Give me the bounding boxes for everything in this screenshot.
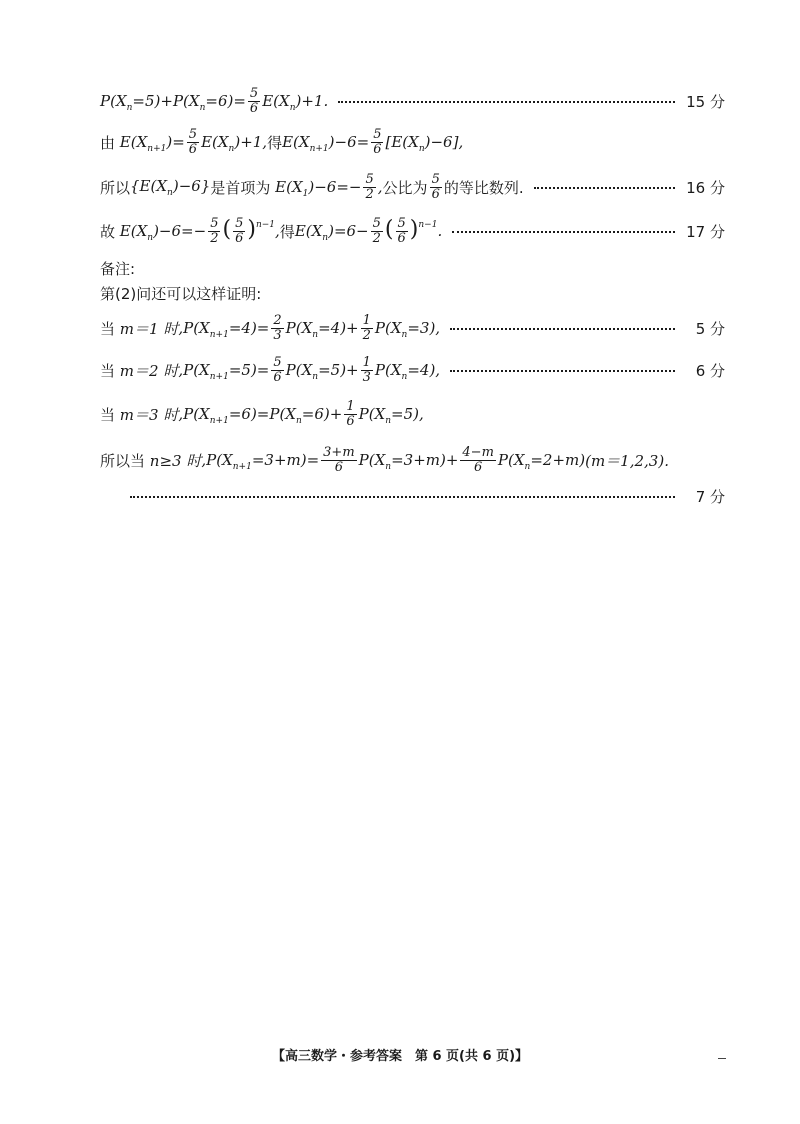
leader-dots [130,496,675,498]
answer-line-2 [100,128,725,158]
text: 得 [279,223,295,242]
formula: $E(X_{n+1})=$ $\frac{5}{6}$ $E(X_n)+1$, [119,127,268,158]
formula: $,P(X_{n+1}=5)=$ $\frac{5}{6}$ $P(X_n=5)+$ $\frac{1}{3}$ $P(X_n=4)$, [178,355,441,386]
leader-dots [534,187,675,189]
answer-line-10 [100,446,725,476]
answer-line-11 [130,486,725,507]
score: 6 分 [695,362,725,381]
text: 得 [267,134,283,153]
text: 第(2)问还可以这样证明: [100,285,262,303]
score: 16 分 [686,179,725,198]
formula: $,P(X_{n+1}=3+m)=$ $\frac{3+m}{6}$ $P(X_n=3+m)+$ $\frac{4-m}{6}$ $P(X_n=2+m)$ [201,445,586,476]
remark-intro [100,283,725,304]
formula: $,P(X_{n+1}=6)=P(X_n=6)+$ $\frac{1}{6}$ $P(X_n=5)$, [178,399,424,430]
condition: m＝1 时 [119,320,179,339]
formula: $\frac{5}{6}$ [431,172,440,203]
text: 当 [100,362,116,381]
page-footer: 【高三数学・参考答案 第 6 页(共 6 页)】 [271,1049,529,1064]
formula: $E(X_n)-6=-$ $\frac{5}{2}$ ( $\frac{5}{6}$ )$^{n-1}$, [119,216,280,247]
formula: $E(X_n)=6-$ $\frac{5}{2}$ ( $\frac{5}{6}$ )$^{n-1}$. [294,216,443,247]
formula: $,P(X_{n+1}=4)=$ $\frac{2}{3}$ $P(X_n=4)+$ $\frac{1}{2}$ $P(X_n=3)$, [178,313,441,344]
condition: n≥3 时 [149,452,202,471]
text: 的等比数列. [443,179,524,198]
text: 故 [100,223,116,242]
score: 7 分 [695,488,725,506]
answer-line-1 [100,87,725,117]
remark-title [100,258,725,279]
leader-dots [450,328,675,330]
leader-dots [450,370,675,372]
text: 备注: [100,260,136,278]
score: 5 分 [695,320,725,339]
leader-dots [338,101,675,103]
text: 所以 [100,179,131,198]
corner-mark [718,1058,726,1059]
text: 当 [100,320,116,339]
condition: m＝3 时 [119,406,179,425]
condition: m＝2 时 [119,362,179,381]
formula: $E(X_{n+1})-6=$ $\frac{5}{6}$ $[E(X_n)-6]$, [282,127,464,158]
answer-line-3 [100,173,725,203]
formula: $E(X_1)-6=-$ $\frac{5}{2}$ , [275,172,383,203]
text: 当 [100,406,116,425]
range-note: (m＝1,2,3). [585,452,669,471]
formula: $\{E(X_n)-6\}$ [130,177,211,199]
answer-line-8 [100,356,725,386]
leader-dots [452,231,675,233]
text: 是首项为 [210,179,271,198]
answer-line-4 [100,217,725,247]
score: 17 分 [686,223,725,242]
text: 所以当 [100,452,146,471]
text: 由 [100,134,116,153]
score: 15 分 [686,93,725,112]
answer-line-7 [100,314,725,344]
text: 公比为 [382,179,428,198]
answer-line-9 [100,400,725,430]
formula: $P(X_n=5)+P(X_n=6)=$ $\frac{5}{6}$ $E(X_n)+1$. [100,86,329,117]
